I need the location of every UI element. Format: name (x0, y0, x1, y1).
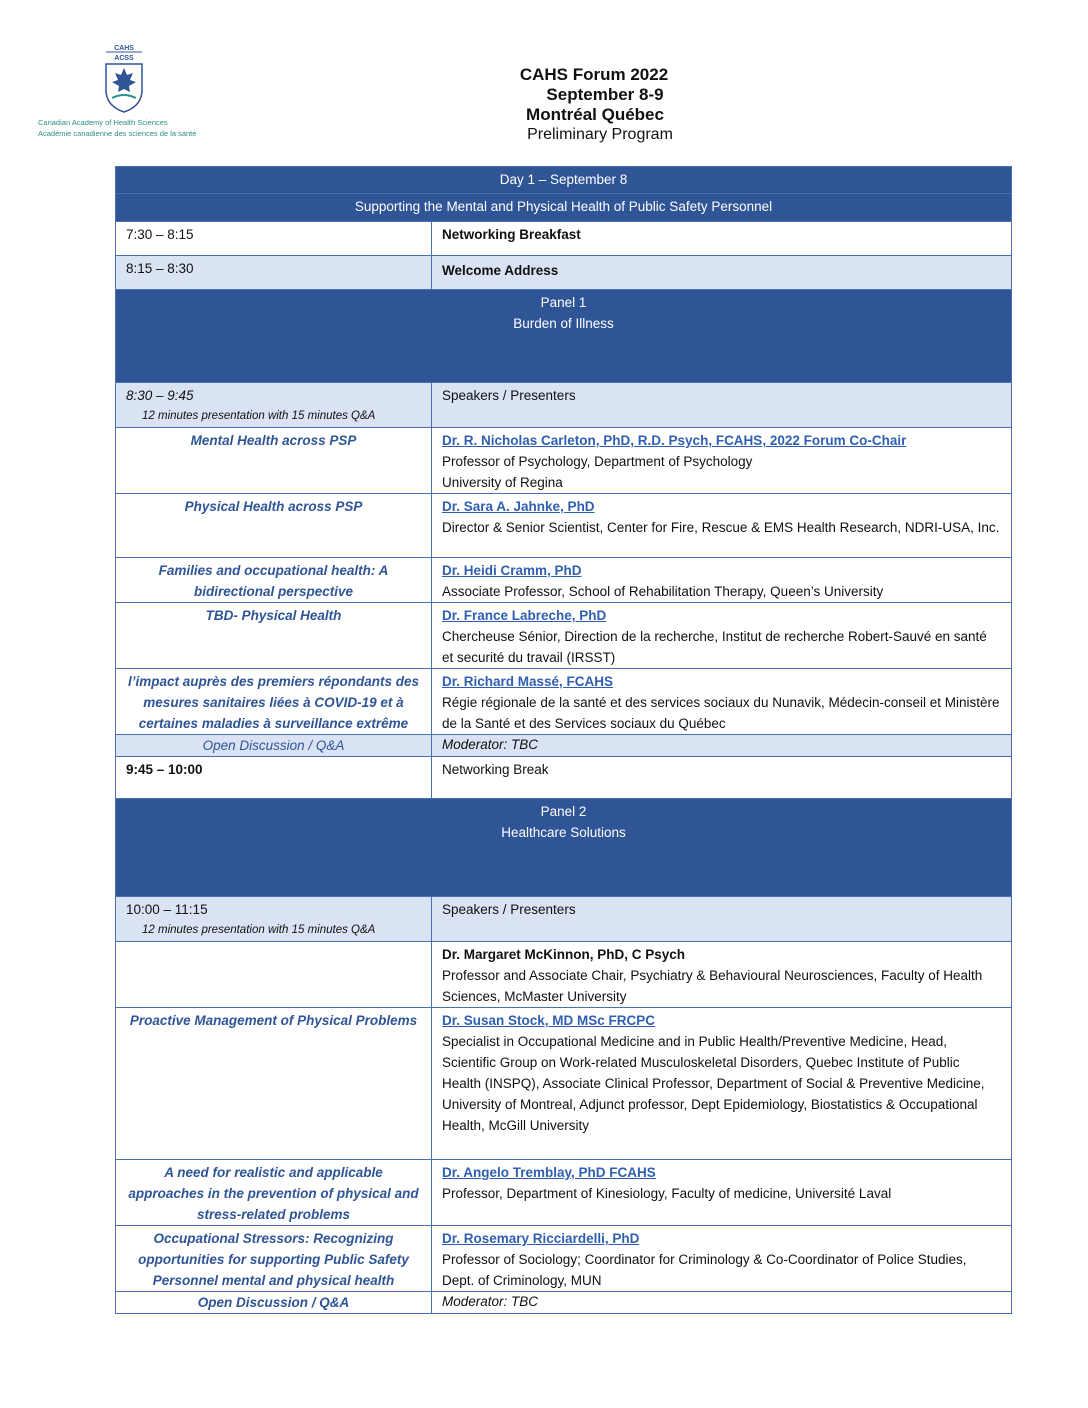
speaker-link[interactable]: Dr. France Labreche, PhD (442, 608, 607, 623)
speaker-link[interactable]: Dr. R. Nicholas Carleton, PhD, R.D. Psych, FCAHS, 2022 Forum Co-Chair (442, 433, 907, 448)
speaker-link[interactable]: Dr. Heidi Cramm, PhD (442, 563, 582, 578)
panel-2-subtitle: Healthcare Solutions (501, 825, 626, 840)
panel-1-topic-2: Physical Health across PSP (116, 494, 432, 558)
panel-2-topic-3: A need for realistic and applicable approaches in the prevention of physical and stress-related problems (116, 1160, 432, 1226)
panel-1-header (116, 290, 1012, 383)
break-time: 9:45 – 10:00 (116, 757, 432, 799)
table-row (116, 669, 1012, 735)
table-row (116, 383, 1012, 428)
speaker-link[interactable]: Dr. Richard Massé, FCAHS (442, 674, 614, 689)
forum-dates: September 8-9 (546, 85, 664, 104)
cahs-maple-shield-icon (100, 42, 148, 114)
panel-2-moderator: Moderator: TBC (432, 1292, 1012, 1314)
speaker-affiliation: Director & Senior Scientist, Center for Fire, Rescue & EMS Health Research, NDRI-USA, Inc. (442, 520, 1000, 535)
panel-2-speaker-2-cell (432, 1008, 1012, 1160)
table-row (116, 1292, 1012, 1314)
table-row (116, 1160, 1012, 1226)
speaker-affiliation: Chercheuse Sénior, Direction de la recherche, Institut de recherche Robert-Sauvé en santé et securité du travail (IRSST) (442, 629, 987, 665)
table-row (116, 1226, 1012, 1292)
speaker-link[interactable]: Dr. Sara A. Jahnke, PhD (442, 499, 595, 514)
breakfast-time: 7:30 – 8:15 (116, 222, 432, 256)
panel-2-topic-1 (116, 942, 432, 1008)
theme-header-row (116, 194, 1012, 222)
logo-mark-bottom: ACSS (114, 55, 134, 62)
welcome-label: Welcome Address (432, 256, 1012, 290)
panel-2-format: 12 minutes presentation with 15 minutes Q&A (142, 924, 376, 936)
speaker-affiliation: Professor, Department of Kinesiology, Faculty of medicine, Université Laval (442, 1186, 892, 1201)
table-row (116, 1008, 1012, 1160)
panel-1-time-cell (116, 383, 432, 428)
speaker-name: Dr. Margaret McKinnon, PhD, C Psych (442, 947, 686, 962)
panel-2-speaker-4-cell (432, 1226, 1012, 1292)
break-label: Networking Break (432, 757, 1012, 799)
panel-1-speaker-2-cell (432, 494, 1012, 558)
speaker-affiliation: Associate Professor, School of Rehabilitation Therapy, Queen’s University (442, 584, 884, 599)
panel-1-speaker-1-cell (432, 428, 1012, 494)
panel-2-header (116, 799, 1012, 897)
breakfast-label: Networking Breakfast (432, 222, 1012, 256)
panel-1-speakers-label: Speakers / Presenters (432, 383, 1012, 428)
panel-2-speaker-3-cell (432, 1160, 1012, 1226)
panel-1-format: 12 minutes presentation with 15 minutes Q&A (142, 410, 376, 422)
panel-2-title: Panel 2 (540, 804, 587, 819)
speaker-link[interactable]: Dr. Rosemary Ricciardelli, PhD (442, 1231, 640, 1246)
program-subtitle: Preliminary Program (527, 126, 673, 143)
program-table (115, 166, 1012, 1314)
panel-1-open-discussion: Open Discussion / Q&A (116, 735, 432, 757)
logo-mark-top: CAHS (114, 45, 134, 52)
table-row (116, 428, 1012, 494)
panel-1-time: 8:30 – 9:45 (126, 388, 194, 403)
speaker-link[interactable]: Dr. Angelo Tremblay, PhD FCAHS (442, 1165, 656, 1180)
panel-2-open-discussion: Open Discussion / Q&A (116, 1292, 432, 1314)
table-row (116, 222, 1012, 256)
speaker-affiliation: Specialist in Occupational Medicine and in Public Health/Preventive Medicine, Head, Scientific Group on Work-related Musculoskeletal Disorders, Quebec Institute of Public Health (INSPQ), Associate Clinical Professor, Department of Social & Preventive Medicine, University of Montreal, Adjunct professor, Dept Epidemiology, Biostatistics & Occupational Health, McGill University (442, 1034, 985, 1133)
table-row (116, 942, 1012, 1008)
panel-1-speaker-4-cell (432, 603, 1012, 669)
day-header-row (116, 167, 1012, 194)
panel-2-topic-2: Proactive Management of Physical Problems (116, 1008, 432, 1160)
table-row (116, 256, 1012, 290)
table-row (116, 558, 1012, 603)
panel-1-topic-1: Mental Health across PSP (116, 428, 432, 494)
speaker-affiliation: Professor of Sociology; Coordinator for Criminology & Co-Coordinator of Police Studies, Dept. of Criminology, MUN (442, 1252, 967, 1288)
forum-location: Montréal Québec (526, 105, 664, 124)
panel-1-speaker-3-cell (432, 558, 1012, 603)
table-row (116, 494, 1012, 558)
day-header: Day 1 – September 8 (116, 167, 1012, 194)
panel-2-speakers-label: Speakers / Presenters (432, 897, 1012, 942)
logo-french-name: Académie canadienne des sciences de la santé (38, 129, 197, 138)
logo-english-name: Canadian Academy of Health Sciences (38, 118, 168, 127)
welcome-time: 8:15 – 8:30 (116, 256, 432, 290)
panel-2-speaker-1-cell (432, 942, 1012, 1008)
forum-title: CAHS Forum 2022 (519, 65, 669, 84)
table-row (116, 757, 1012, 799)
panel-1-speaker-5-cell (432, 669, 1012, 735)
panel-1-header-row (116, 290, 1012, 383)
panel-2-topic-4: Occupational Stressors: Recognizing opportunities for supporting Public Safety Personnel mental and physical health (116, 1226, 432, 1292)
table-row (116, 735, 1012, 757)
panel-1-topic-4: TBD- Physical Health (116, 603, 432, 669)
panel-2-time: 10:00 – 11:15 (126, 902, 208, 917)
speaker-affiliation: Professor and Associate Chair, Psychiatry & Behavioural Neurosciences, Faculty of Health Sciences, McMaster University (442, 968, 983, 1004)
theme-header: Supporting the Mental and Physical Health of Public Safety Personnel (116, 194, 1012, 222)
speaker-link[interactable]: Dr. Susan Stock, MD MSc FRCPC (442, 1013, 656, 1028)
speaker-affiliation: Régie régionale de la santé et des services sociaux du Nunavik, Médecin-conseil et Ministère de la Santé et des Services sociaux du Québec (442, 695, 1000, 731)
panel-1-topic-5: l’impact auprès des premiers répondants des mesures sanitaires liées à COVID-19 et à certaines maladies à surveillance extrême (116, 669, 432, 735)
panel-1-subtitle: Burden of Illness (513, 316, 614, 331)
panel-2-header-row (116, 799, 1012, 897)
panel-1-topic-3: Families and occupational health: A bidirectional perspective (116, 558, 432, 603)
panel-2-time-cell (116, 897, 432, 942)
speaker-affiliation: University of Regina (442, 475, 563, 490)
panel-1-title: Panel 1 (540, 295, 587, 310)
panel-1-moderator: Moderator: TBC (432, 735, 1012, 757)
speaker-affiliation: Professor of Psychology, Department of Psychology (442, 454, 753, 469)
document-title (440, 65, 740, 145)
table-row (116, 603, 1012, 669)
table-row (116, 897, 1012, 942)
